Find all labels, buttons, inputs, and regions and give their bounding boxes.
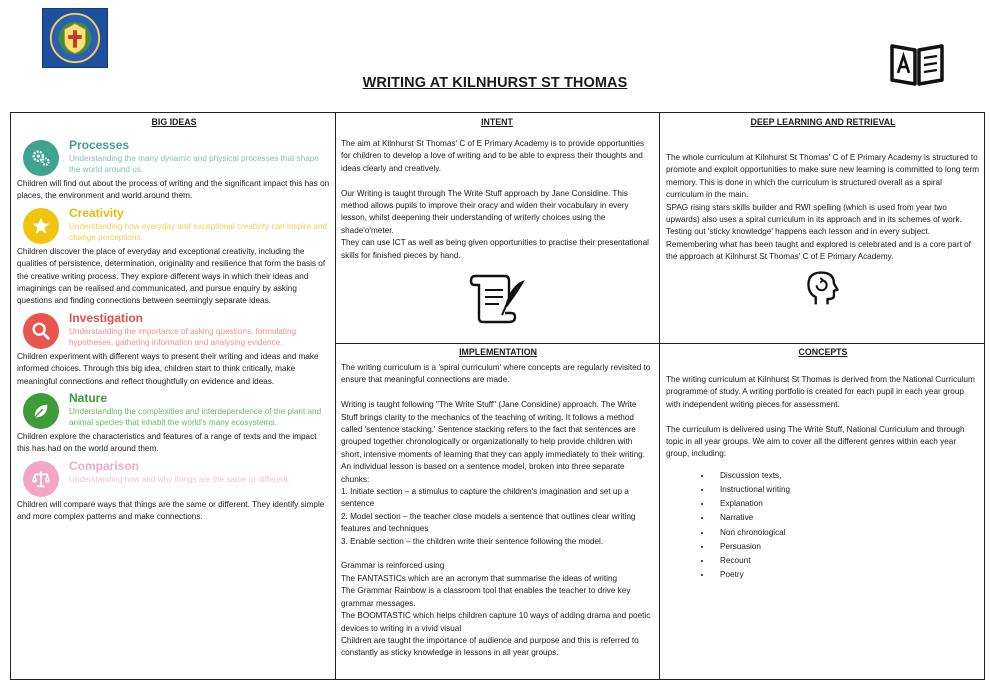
genre-item: • Explanation xyxy=(712,497,980,511)
big-idea-text: Children discover the place of everyday and exceptional creativity, including the qualities of persistence, determination, originality and resilience that form the basis of the creative writing process. They explore different ways in which their ideas and imaginings can be realised and communicated, and pursue enquiry by asking questions and finding connections between seemingly separate ideas. xyxy=(17,246,326,306)
big-idea-text: Children will find out about the process of writing and the significant impact this has on places, the environment and world around them. xyxy=(17,179,330,201)
genre-item: • Poetry xyxy=(712,568,980,582)
implementation-paragraph: Grammar is reinforced using xyxy=(341,561,445,571)
implementation-paragraph: Writing is taught following "The Write Stuff" (Jane Considine) approach. The Write Stuff brings clarity to the mechanics of the teaching of writing. It follows a method called 'sentence stacking.' Sentence stacking refers to the fact that sentences are grouped together chronologically or organizationally to help provide children with short, intensive moments of learning that they can apply immediately to their writing. An individual lesson is based on a sentence model, broken into three separate chunks: xyxy=(341,400,645,484)
deep-learning-paragraph: Testing out 'sticky knowledge' happens each lesson and in every subject. Remembering what has been taught and explored is celebrated and is a core part of the approach at Kilnhurst St Thomas' C of E Primary Academy. xyxy=(666,227,971,262)
column-divider xyxy=(659,113,660,679)
concepts-header: CONCEPTS xyxy=(798,347,848,357)
big-idea-text: Children will compare ways that things are the same or different. They identify simple and more complex patterns and make connections. xyxy=(17,499,325,522)
big-idea-name: Creativity xyxy=(69,205,124,220)
scales-icon xyxy=(23,461,59,497)
intent-header: INTENT xyxy=(481,117,513,127)
implementation-paragraph: The FANTASTICs which are an acronym that summarise the ideas of writing xyxy=(341,573,618,583)
row-divider xyxy=(335,343,985,344)
implementation-step: 2. Model section – the teacher close models a sentence that outlines clear writing features and techniques xyxy=(341,511,636,534)
big-idea-name: Investigation xyxy=(69,310,144,325)
intent-paragraph: They can use ICT as well as being given opportunities to practise their presentational skills for finished pieces by hand. xyxy=(341,238,649,260)
implementation-panel xyxy=(341,346,655,660)
implementation-step: 1. Initiate section – a stimulus to capture the children's imagination and set up a sentence xyxy=(341,487,629,509)
head-memory-icon xyxy=(666,268,980,308)
concepts-paragraph: The curriculum is delivered using The Write Stuff, National Curriculum and through topic in all year groups. We aim to cover all the different genres within each year group, including: xyxy=(666,424,965,459)
star-icon xyxy=(23,208,59,244)
deep-learning-header: DEEP LEARNING AND RETRIEVAL xyxy=(750,117,896,127)
big-idea-subtitle: Understanding the many dynamic and physical processes that shape the world around us. xyxy=(69,154,319,174)
genre-item: • Non chronological xyxy=(712,526,980,540)
column-divider xyxy=(335,113,336,679)
intent-panel xyxy=(341,116,653,326)
deep-learning-paragraph: SPAG rising stars skills builder and RWI spelling (which is used from year two upwards) also uses a spiral curriculum in its approach and in its schemes of work. xyxy=(666,202,962,225)
big-idea-name: Comparison xyxy=(69,458,140,473)
leaf-icon xyxy=(23,393,59,429)
genre-item: • Persuasion xyxy=(712,540,980,554)
big-idea-text: Children experiment with different ways to present their writing and ideas and make informed choices. Through this big idea, children start to think critically, make meaningful connections and reflect thoughtfully on evidence and ideas. xyxy=(17,351,319,386)
concepts-paragraph: The writing curriculum at Kilnhurst St Thomas is derived from the National Curriculum programme of study. A writing portfolio is created for each pupil in each year group with independent writing pieces for assessment. xyxy=(666,375,975,409)
big-idea-processes xyxy=(17,138,331,176)
implementation-paragraph: The Grammar Rainbow is a classroom tool that enables the teacher to drive key grammar messages. xyxy=(341,586,631,608)
quill-scroll-icon xyxy=(341,270,653,326)
page-title: WRITING AT KILNHURST ST THOMAS xyxy=(362,75,628,91)
deep-learning-panel xyxy=(666,116,980,308)
big-idea-name: Processes xyxy=(69,138,130,152)
implementation-header: IMPLEMENTATION xyxy=(459,347,537,357)
genre-item: • Recount xyxy=(712,554,980,568)
big-idea-subtitle: Understanding how and why things are the same or different. xyxy=(69,474,291,484)
big-idea-name: Nature xyxy=(69,391,108,406)
content-grid xyxy=(10,112,985,680)
concepts-panel xyxy=(666,346,980,582)
big-idea-subtitle: Understanding the importance of asking questions, formulating hypotheses, gathering information and analysing evidence. xyxy=(69,326,297,347)
implementation-paragraph: Children are taught the importance of audience and purpose and this is referred to constantly as sticky knowledge in lessons in all year groups. xyxy=(341,635,639,658)
genre-item: • Instructional writing xyxy=(712,483,980,497)
big-ideas-header: BIG IDEAS xyxy=(151,117,197,127)
big-ideas-panel xyxy=(17,116,331,524)
genre-item: • Narrative xyxy=(712,511,980,525)
genre-item: • Discussion texts, xyxy=(712,469,980,483)
big-idea-text: Children explore the characteristics and features of a range of texts and the impact this has had on the world around them. xyxy=(17,432,317,454)
genre-list xyxy=(666,469,980,583)
school-crest-logo xyxy=(42,8,108,68)
big-idea-comparison xyxy=(17,459,331,497)
big-idea-creativity xyxy=(17,206,331,244)
implementation-paragraph: The writing curriculum is a 'spiral curriculum' where concepts are regularly revisited to ensure that meaningful connections are made. xyxy=(341,363,651,385)
big-idea-subtitle: Understanding the complexities and interdependence of the plant and animal species that inhabit the world's many ecosystems. xyxy=(69,407,322,428)
implementation-paragraph: The BOOMTASTIC which helps children capture 10 ways of adding drama and poetic devices to writing in a vivid visual xyxy=(341,611,651,633)
big-idea-nature xyxy=(17,391,331,429)
big-idea-subtitle: Understanding how everyday and exceptional creativity can inspire and change perceptions. xyxy=(69,221,328,242)
implementation-step: 3. Enable section – the children write their sentence following the model. xyxy=(341,536,604,546)
magnifier-icon xyxy=(23,313,59,349)
intent-paragraph: Our Writing is taught through The Write Stuff approach by Jane Considine. This method allows pupils to improve their oracy and widen their vocabulary in every lesson, whilst deepening their understanding of writerly choices using the shade'o'meter. xyxy=(341,188,629,235)
intent-paragraph: The aim at Kilnhurst St Thomas' C of E Primary Academy is to provide opportunities for children to develop a love of writing and to be able to express their thoughts and ideas clearly and creatively. xyxy=(341,139,645,173)
deep-learning-paragraph: The whole curriculum at Kilnhurst St Thomas' C of E Primary Academy is structured to promote and exploit opportunities to make sure new learning is committed to long term memory. This is done in which the curriculum is structured overall as a spiral curriculum in the main. xyxy=(666,153,980,200)
gears-icon xyxy=(23,140,59,176)
big-idea-investigation xyxy=(17,311,331,349)
